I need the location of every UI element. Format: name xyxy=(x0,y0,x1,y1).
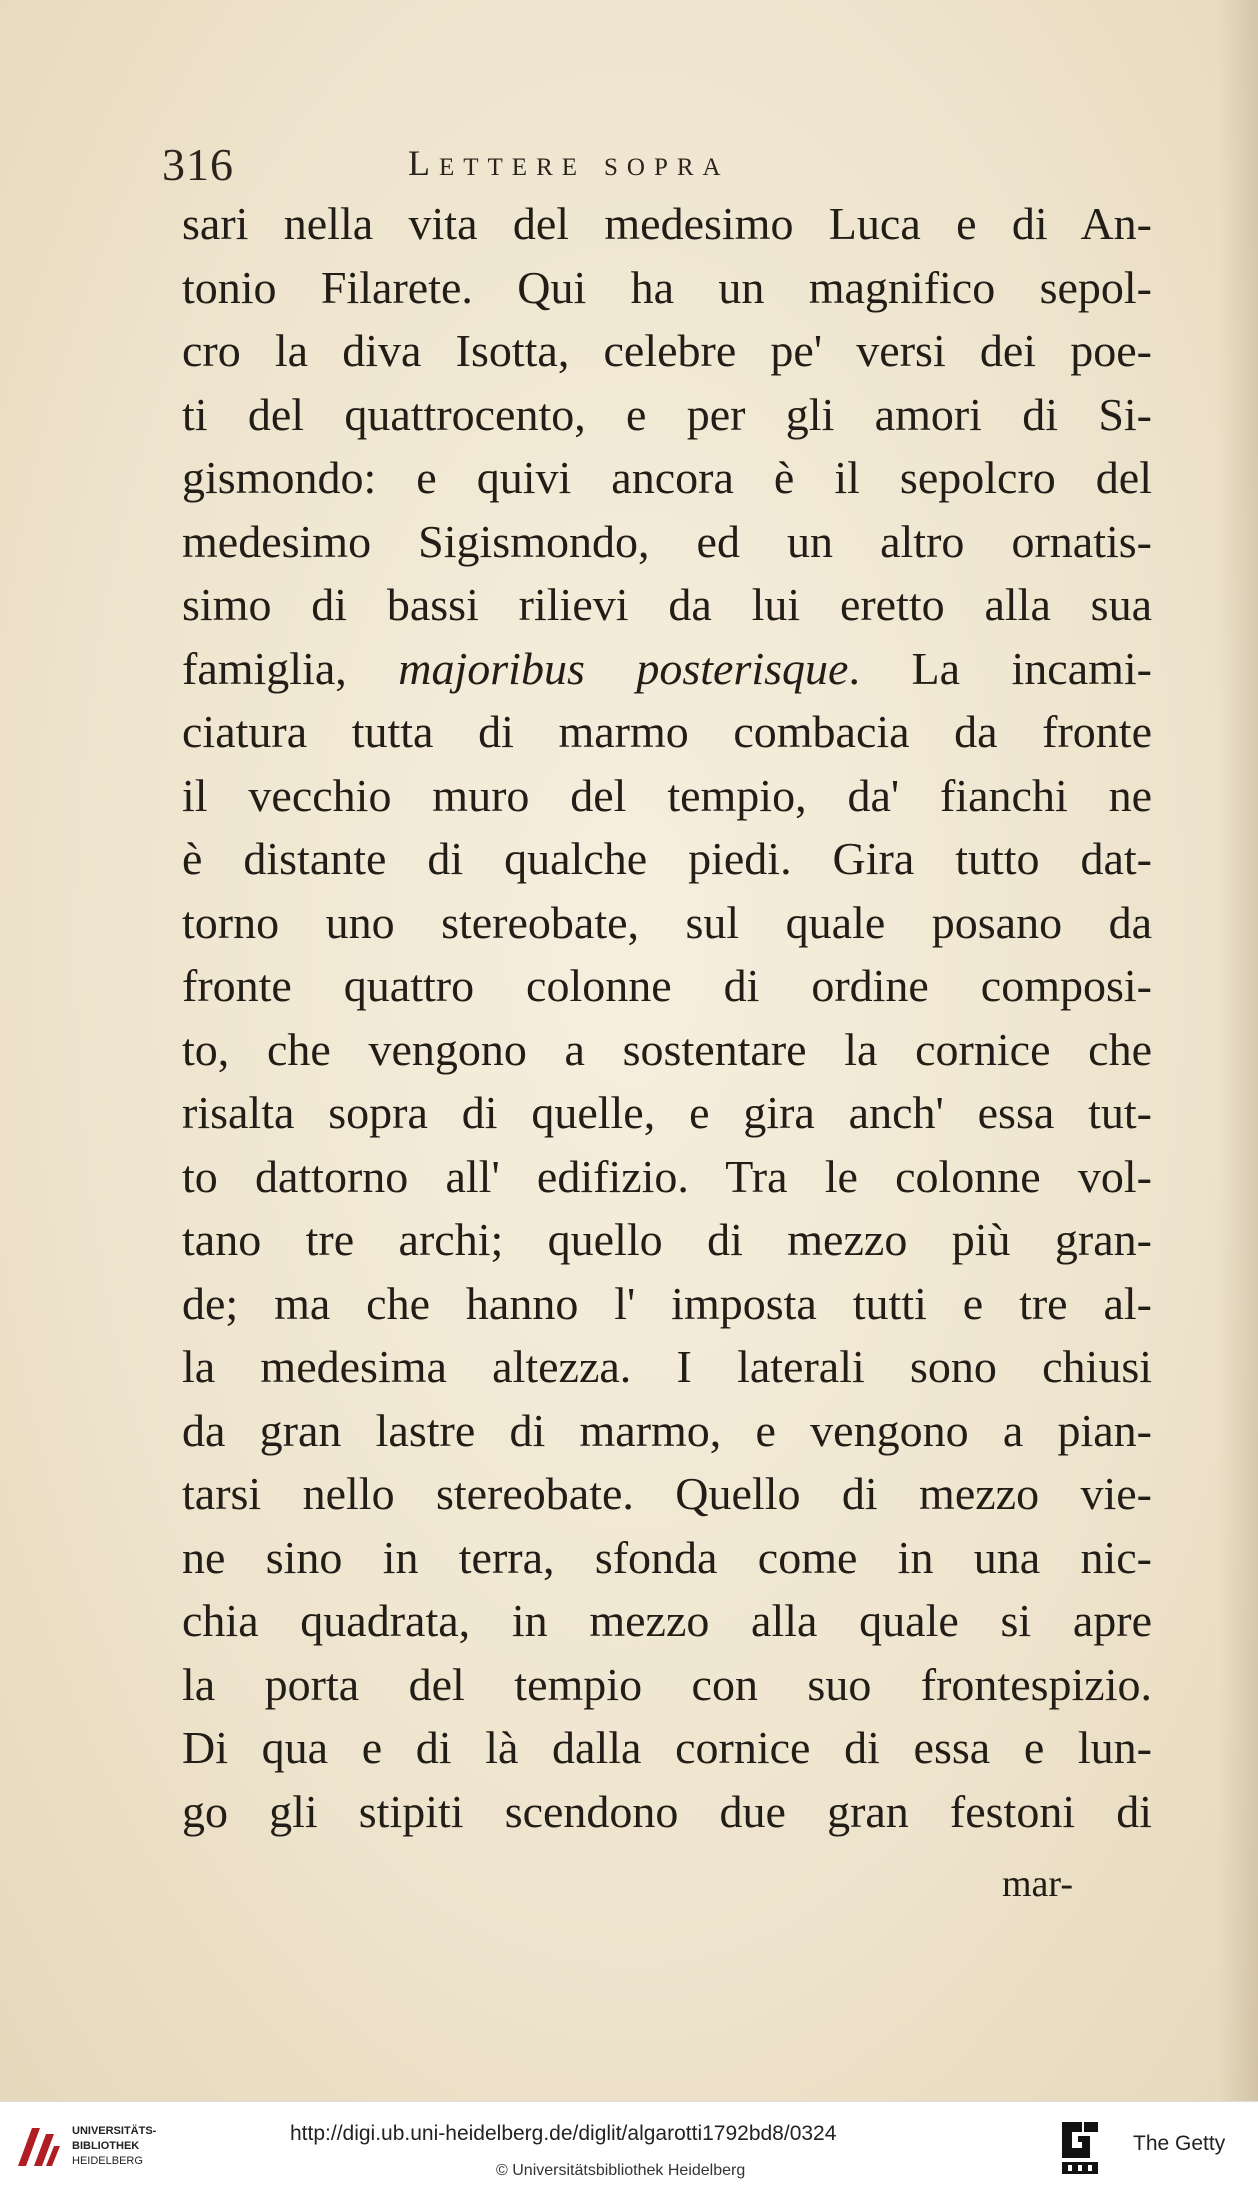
text-line-24: la porta del tempio con suo frontespizio. xyxy=(182,1658,1152,1710)
text-line-14: to, che vengono a sostentare la cornice che xyxy=(182,1023,1152,1075)
text-line-11: è distante di qualche piedi. Gira tutto dat- xyxy=(182,833,1152,884)
text-line-8-before: famiglia, xyxy=(182,642,399,694)
page-number: 316 xyxy=(162,139,234,190)
text-line-16: to dattorno all' edifizio. Tra le colonne vol- xyxy=(182,1150,1152,1202)
text-line-8-after: . La incami- xyxy=(848,642,1152,694)
institution-line-1: UNIVERSITÄTS- xyxy=(72,2125,157,2137)
text-line-4: ti del quattrocento, e per gli amori di Si- xyxy=(182,388,1152,440)
university-library-logo-icon xyxy=(12,2120,64,2172)
text-line-19: la medesima altezza. I laterali sono chiusi xyxy=(182,1341,1152,1392)
text-line-3: cro la diva Isotta, celebre pe' versi dei poe- xyxy=(182,325,1152,376)
institution-line-2: BIBLIOTHEK xyxy=(72,2140,140,2152)
page-header xyxy=(162,138,1162,198)
viewer-footer xyxy=(0,2101,1258,2194)
text-line-26: go gli stipiti scendono due gran festoni di xyxy=(182,1785,1152,1837)
text-line-8 xyxy=(182,637,1152,701)
body-text xyxy=(182,192,1152,1843)
text-line-12: torno uno stereobate, sul quale posano da xyxy=(182,896,1152,948)
text-line-2: tonio Filarete. Qui ha un magnifico sepol- xyxy=(182,261,1152,313)
getty-logo-icon xyxy=(1058,2118,1102,2178)
text-line-20: da gran lastre di marmo, e vengono a pian- xyxy=(182,1404,1152,1456)
latin-phrase: majoribus posterisque xyxy=(398,642,849,694)
text-line-22: ne sino in terra, sfonda come in una nic- xyxy=(182,1531,1152,1583)
institution-line-3: HEIDELBERG xyxy=(72,2155,143,2167)
text-line-18: de; ma che hanno l' imposta tutti e tre al- xyxy=(182,1277,1152,1329)
text-line-17: tano tre archi; quello di mezzo più gran- xyxy=(182,1214,1152,1265)
text-line-7: simo di bassi rilievi da lui eretto alla sua xyxy=(182,579,1152,630)
page-edge-shadow xyxy=(1218,0,1258,2101)
copyright-notice: © Universitätsbibliothek Heidelberg xyxy=(496,2162,746,2179)
text-line-23: chia quadrata, in mezzo alla quale si apre xyxy=(182,1595,1152,1646)
text-line-1: sari nella vita del medesimo Luca e di An- xyxy=(182,198,1152,249)
text-line-21: tarsi nello stereobate. Quello di mezzo vie- xyxy=(182,1468,1152,1519)
text-line-13: fronte quattro colonne di ordine composi- xyxy=(182,960,1152,1011)
text-line-15: risalta sopra di quelle, e gira anch' essa tut- xyxy=(182,1087,1152,1138)
running-title: Lettere sopra xyxy=(408,143,730,183)
institution-name xyxy=(72,2124,156,2169)
text-line-25: Di qua e di là dalla cornice di essa e lun- xyxy=(182,1722,1152,1773)
text-line-6: medesimo Sigismondo, ed un altro ornatis- xyxy=(182,515,1152,567)
text-line-9: ciatura tutta di marmo combacia da fronte xyxy=(182,706,1152,757)
text-line-5: gismondo: e quivi ancora è il sepolcro del xyxy=(182,452,1152,503)
text-line-10: il vecchio muro del tempio, da' fianchi ne xyxy=(182,769,1152,821)
catchword: mar- xyxy=(1002,1863,1073,1905)
permalink-url[interactable]: http://digi.ub.uni-heidelberg.de/diglit/algarotti1792bd8/0324 xyxy=(290,2122,837,2145)
partner-name: The Getty xyxy=(1133,2132,1226,2155)
